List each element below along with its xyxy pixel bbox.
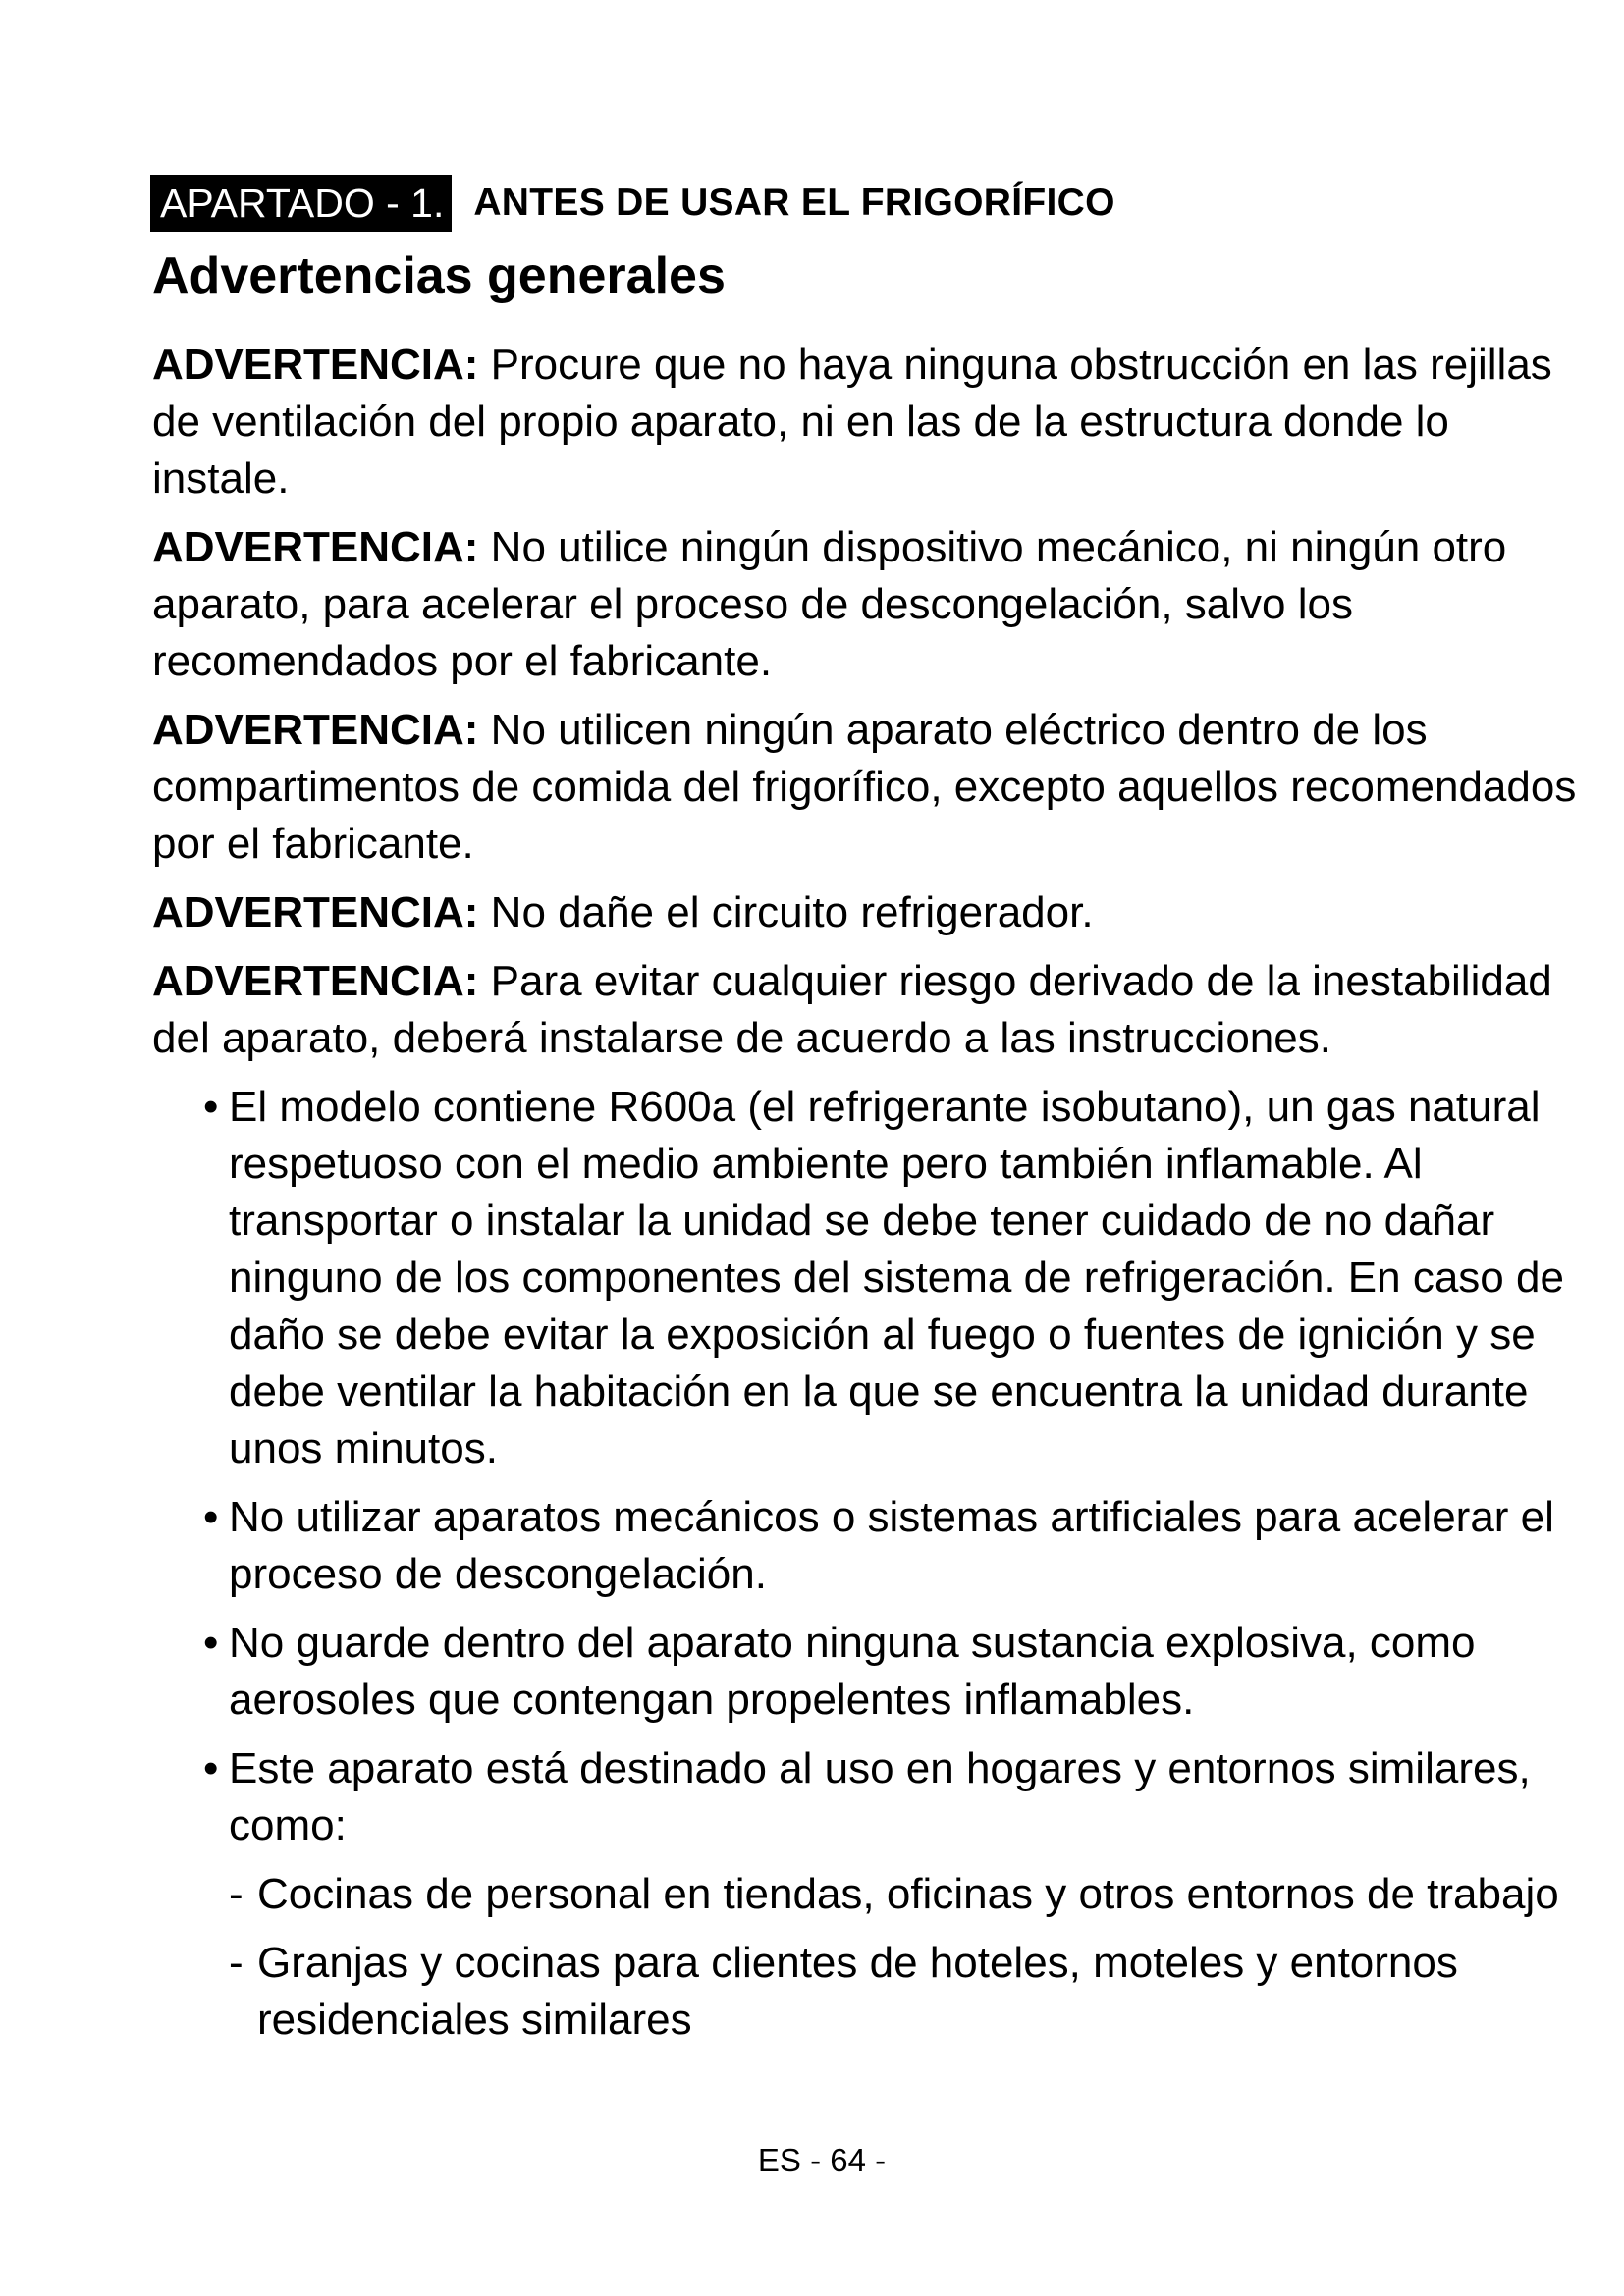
warning-label: ADVERTENCIA:: [152, 706, 479, 754]
warning-paragraph: [152, 702, 1586, 873]
bullet-icon: •: [203, 1083, 219, 1131]
page-number: ES - 64 -: [757, 2142, 887, 2178]
warning-paragraph: [152, 884, 1586, 941]
usage-environment-list: [152, 1866, 1586, 2049]
section-title: Advertencias generales: [152, 247, 726, 304]
warning-label: ADVERTENCIA:: [152, 341, 479, 389]
bullet-item: [152, 1489, 1586, 1603]
bullet-text: El modelo contiene R600a (el refrigerante isobutano), un gas natural respetuoso con el medio ambiente pero también inflamable. Al transportar o instalar la unidad se debe tener cuidado de no dañar ninguno de los componentes del sistema de refrigeración. En caso de daño se debe evitar la exposición al fuego o fuentes de ignición y se debe ventilar la habitación en la que se encuentra la unidad durante unos minutos.: [229, 1083, 1564, 1472]
safety-bullet-list: [152, 1079, 1586, 1854]
bullet-item: [152, 1740, 1586, 1854]
bullet-item: [152, 1615, 1586, 1729]
bullet-icon: •: [203, 1619, 219, 1667]
warning-label: ADVERTENCIA:: [152, 523, 479, 571]
dash-text: Granjas y cocinas para clientes de hoteles, moteles y entornos residenciales similares: [257, 1939, 1458, 2044]
section-header: [150, 175, 1115, 236]
bullet-text: No utilizar aparatos mecánicos o sistemas artificiales para acelerar el proceso de descongelación.: [229, 1493, 1554, 1598]
section-badge: APARTADO - 1.: [150, 175, 452, 232]
warning-text: No utilicen ningún aparato eléctrico dentro de los compartimentos de comida del frigorífico, excepto aquellos recomendados por el fabricante.: [152, 706, 1577, 868]
dash-icon: -: [229, 1939, 244, 1987]
warnings-body: [152, 337, 1586, 2060]
warning-text: No utilice ningún dispositivo mecánico, ni ningún otro aparato, para acelerar el proceso de descongelación, salvo los recomendados por el fabricante.: [152, 523, 1507, 685]
warning-paragraph: [152, 519, 1586, 690]
bullet-icon: •: [203, 1493, 219, 1541]
warning-label: ADVERTENCIA:: [152, 957, 479, 1005]
warning-text: Para evitar cualquier riesgo derivado de la inestabilidad del aparato, deberá instalarse de acuerdo a las instrucciones.: [152, 957, 1552, 1062]
warning-text: No dañe el circuito refrigerador.: [478, 888, 1094, 936]
dash-icon: -: [229, 1870, 244, 1918]
bullet-text: No guarde dentro del aparato ninguna sustancia explosiva, como aerosoles que contengan propelentes inflamables.: [229, 1619, 1476, 1724]
warning-text: Procure que no haya ninguna obstrucción en las rejillas de ventilación del propio aparato, ni en las de la estructura donde lo instale.: [152, 341, 1552, 503]
warning-paragraph: [152, 337, 1586, 507]
dash-item: [152, 1935, 1586, 2049]
bullet-item: [152, 1079, 1586, 1477]
warning-label: ADVERTENCIA:: [152, 888, 479, 936]
bullet-text: Este aparato está destinado al uso en hogares y entornos similares, como:: [229, 1744, 1531, 1849]
dash-text: Cocinas de personal en tiendas, oficinas y otros entornos de trabajo: [257, 1870, 1559, 1918]
section-header-title: ANTES DE USAR EL FRIGORÍFICO: [473, 182, 1115, 224]
warning-paragraph: [152, 953, 1586, 1067]
dash-item: [152, 1866, 1586, 1923]
bullet-icon: •: [203, 1744, 219, 1792]
